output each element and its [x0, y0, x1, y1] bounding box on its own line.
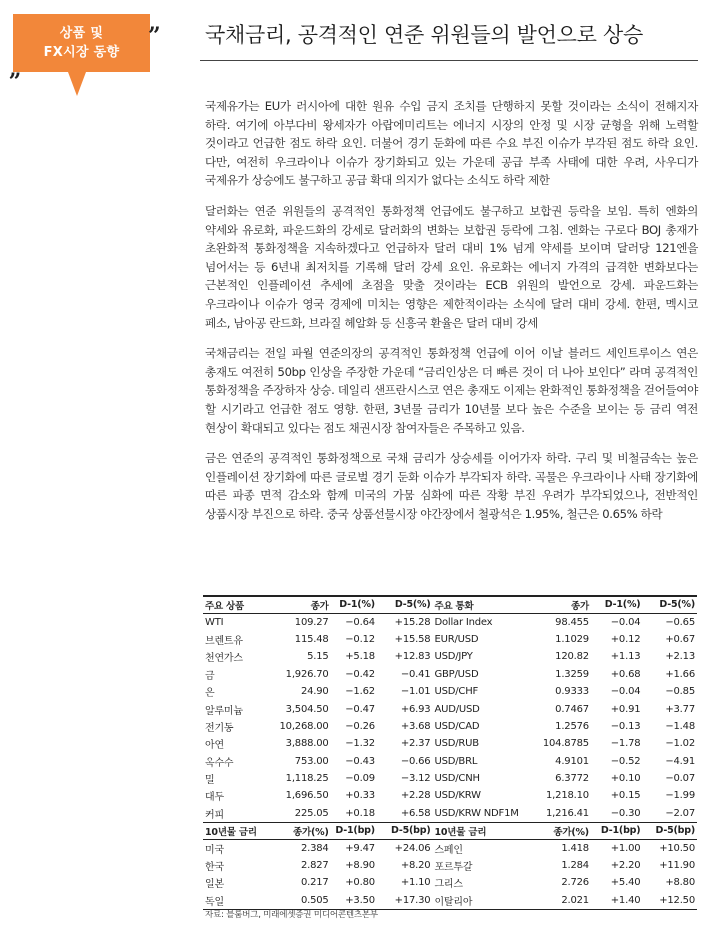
table-cell: +5.18 [345, 651, 375, 663]
table-cell: 0.217 [300, 877, 329, 889]
table-cell: −0.04 [610, 686, 641, 698]
table-cell: +8.80 [665, 877, 695, 889]
table-cell: +10.50 [659, 842, 695, 854]
table-cell: 6.3772 [555, 773, 589, 785]
table-cell: −1.01 [400, 686, 431, 698]
commodity-fx-rows [203, 613, 697, 822]
table-cell: WTI [205, 616, 224, 628]
badge-label [13, 14, 150, 72]
table-cell: USD/KRW [434, 790, 481, 802]
column-header: 주요 통화 [432, 596, 531, 613]
table-cell: 스페인 [434, 844, 463, 856]
table-cell: 104.8785 [542, 738, 589, 750]
table-cell: USD/CHF [434, 686, 479, 698]
table-cell: +1.66 [665, 668, 695, 680]
table-cell: 알루미늄 [205, 705, 243, 717]
table-row [203, 613, 697, 630]
table-cell: −0.65 [665, 616, 695, 628]
table-cell: 109.27 [294, 616, 329, 628]
table-cell: USD/RUB [434, 738, 479, 750]
table-cell: −1.78 [610, 738, 641, 750]
table-cell: USD/CAD [434, 720, 480, 732]
table-cell: +15.58 [394, 633, 431, 645]
table-cell: +3.68 [400, 720, 431, 732]
table-cell: 전기동 [205, 722, 234, 734]
page-title: 국채금리, 공격적인 연준 위원들의 발언으로 상승 [205, 23, 643, 47]
table-cell: +2.13 [665, 651, 695, 663]
table-cell: USD/BRL [434, 755, 478, 767]
table-cell: AUD/USD [434, 703, 480, 715]
table-cell: USD/CNH [434, 773, 480, 785]
table-cell: 천연가스 [205, 653, 243, 665]
table-cell: 1.2576 [555, 720, 589, 732]
table-cell: 120.82 [555, 651, 589, 663]
table-row [203, 648, 697, 665]
column-header: 종가(%) [531, 822, 591, 839]
table-cell: +1.00 [610, 842, 641, 854]
column-header: 종가 [531, 596, 591, 613]
table-cell: +11.90 [659, 860, 695, 872]
table-row [203, 666, 697, 683]
table-cell: −0.26 [345, 720, 375, 732]
table-cell: 은 [205, 688, 215, 700]
table-cell: USD/JPY [434, 651, 473, 663]
table-cell: −0.47 [345, 703, 375, 715]
table-cell: −4.91 [665, 755, 695, 767]
source-note: 자료: 블룸버그, 미래에셋증권 미디어콘텐츠본부 [205, 910, 378, 920]
table-cell: −0.13 [610, 720, 641, 732]
bond-header-row [203, 822, 697, 839]
table-cell: 옥수수 [205, 757, 234, 769]
quote-open-icon: „ [9, 56, 22, 82]
table-cell: +12.83 [394, 651, 431, 663]
column-header: D-1(%) [591, 596, 642, 613]
table-cell: +0.18 [331, 805, 377, 822]
table-cell: 3,504.50 [285, 703, 329, 715]
table-cell: +1.10 [400, 877, 431, 889]
table-cell: +9.47 [345, 842, 375, 854]
table-cell: +24.06 [394, 842, 431, 854]
table-row [203, 787, 697, 804]
table-cell: +6.58 [377, 805, 433, 822]
table-cell: −1.32 [345, 738, 375, 750]
table-cell: −0.52 [610, 755, 641, 767]
table-cell: −0.43 [345, 755, 375, 767]
table-cell: 1,218.10 [546, 790, 589, 802]
badge-line-2: FX시장 동향 [43, 45, 120, 60]
table-cell: EUR/USD [434, 633, 479, 645]
table-cell: 2.384 [300, 842, 329, 854]
table-cell: −0.66 [400, 755, 431, 767]
table-cell: +3.50 [331, 892, 377, 909]
table-cell: −0.41 [400, 668, 431, 680]
table-cell: 3,888.00 [285, 738, 329, 750]
table-cell: 한국 [205, 862, 224, 874]
paragraph-oil: 국제유가는 EU가 러시아에 대한 원유 수입 금지 조치를 단행하지 못할 것이라는 소식이 전해지자 하락. 여기에 아부다비 왕세자가 아랍에미리트는 에너지 시장의 안정 및 시장 균형을 위해 노력할 것이라고 언급한 점도 하락 요인. 더불어 경기 둔화에 따른 수요 부진 이슈가 부각된 점도 하락 요인. 다만, 여전히 우크라이나 이슈가 장기화되고 있는 가운데 공급 부족 사태에 대한 우려, 사우디가 국제유가 상승에도 불구하고 공급 확대 의지가 없다는 소식도 하락 제한 [205, 99, 698, 188]
table-cell: 0.7467 [555, 703, 589, 715]
table-cell: 2.021 [531, 892, 591, 909]
table-cell: −0.09 [345, 773, 375, 785]
table-cell: 금 [205, 670, 215, 682]
table-cell: −0.85 [665, 686, 695, 698]
table-cell: 1.418 [561, 842, 589, 854]
table-cell: Dollar Index [434, 616, 493, 628]
table-cell: +3.77 [665, 703, 695, 715]
table-row [203, 839, 697, 856]
title-divider [200, 60, 698, 61]
table-header-row [203, 596, 697, 613]
table-cell: +0.12 [610, 633, 641, 645]
column-header: D-1(bp) [591, 822, 642, 839]
table-cell: +0.33 [345, 790, 375, 802]
table-row [203, 874, 697, 891]
table-cell: 10,268.00 [279, 720, 329, 732]
table-cell: 2.827 [300, 860, 329, 872]
paragraph-treasury: 국채금리는 전일 파월 연준의장의 공격적인 통화정책 언급에 이어 이날 블러드 세인트루이스 연은 총재도 여전히 50bp 인상을 주장한 가운데 “금리인상은 더 빠른 것이 더 나아 보인다” 라며 공격적인 통화정책을 주장하자 상승. 데일리 샌프란시스코 연은 총재도 이제는 완화적인 통화정책을 걷어들여야 할 시기라고 언급한 점도 영향. 한편, 3년물 금리가 10년물 보다 높은 수준을 보이는 등 금리 역전 현상이 확대되고 있다는 점도 채권시장 참여자들은 주목하고 있음. [205, 346, 698, 435]
table-cell: 1.1029 [555, 633, 589, 645]
paragraph-gold: 금은 연준의 공격적인 통화정책으로 국채 금리가 상승세를 이어가자 하락. 구리 및 비철금속는 높은 인플레이션 장기화에 따른 글로벌 경기 둔화 이슈가 부각되자 하락. 곡물은 우크라이나 사태 장기화에 따른 파종 면적 감소와 함께 미국의 가뭄 심화에 따른 작황 부진 우려가 부각되었으나, 전반적인 상품시장 부진으로 하락. 중국 상품선물시장 야간장에서 철광석은 1.95%, 철근은 0.65% 하락 [205, 451, 698, 521]
column-header: D-1(%) [331, 596, 377, 613]
table-row [203, 805, 697, 822]
table-cell: 독일 [203, 892, 267, 909]
table-cell: 이탈리아 [432, 892, 531, 909]
table-cell: 225.05 [267, 805, 331, 822]
column-header: 종가(%) [267, 822, 331, 839]
column-header: D-5(bp) [642, 822, 697, 839]
table-cell: +8.20 [400, 860, 431, 872]
table-cell: 포르투갈 [434, 862, 473, 874]
table-cell: 그리스 [434, 879, 463, 891]
table-cell: +2.20 [610, 860, 641, 872]
table-row [203, 700, 697, 717]
table-cell: +0.15 [610, 790, 641, 802]
table-cell: +1.13 [610, 651, 641, 663]
table-cell: 753.00 [294, 755, 329, 767]
table-row [203, 770, 697, 787]
table-cell: +1.40 [591, 892, 642, 909]
table-cell: +0.10 [610, 773, 641, 785]
table-cell: +6.93 [400, 703, 431, 715]
table-row [203, 631, 697, 648]
table-cell: −1.62 [345, 686, 375, 698]
quote-close-icon: ” [148, 23, 161, 49]
table-cell: 대두 [205, 792, 224, 804]
table-row [203, 718, 697, 735]
table-cell: +8.90 [345, 860, 375, 872]
table-cell: −0.42 [345, 668, 375, 680]
table-cell: −0.12 [345, 633, 375, 645]
table-cell: −0.04 [610, 616, 641, 628]
table-cell: 115.48 [294, 633, 329, 645]
table-cell: 1,926.70 [285, 668, 329, 680]
table-cell: USD/KRW NDF1M [432, 805, 531, 822]
column-header: 종가 [267, 596, 331, 613]
table-cell: +0.80 [345, 877, 375, 889]
badge-tail [68, 72, 86, 96]
table-cell: 98.455 [555, 616, 589, 628]
table-row [203, 892, 697, 909]
column-header: 10년물 금리 [203, 822, 267, 839]
table-cell: −0.30 [591, 805, 642, 822]
table-cell: −2.07 [642, 805, 697, 822]
table-row [203, 735, 697, 752]
column-header: D-5(%) [642, 596, 697, 613]
table-cell: +2.37 [400, 738, 431, 750]
column-header: 주요 상품 [203, 596, 267, 613]
body-text [205, 97, 698, 535]
table-cell: +15.28 [394, 616, 431, 628]
column-header: 10년물 금리 [432, 822, 531, 839]
table-cell: +0.67 [665, 633, 695, 645]
table-cell: 1.3259 [555, 668, 589, 680]
table-cell: 1,118.25 [285, 773, 329, 785]
table-row [203, 857, 697, 874]
table-cell: 2.726 [561, 877, 589, 889]
table-cell: 1,696.50 [285, 790, 329, 802]
table-row [203, 753, 697, 770]
market-table [203, 595, 697, 910]
table-row [203, 683, 697, 700]
table-cell: −3.12 [400, 773, 431, 785]
table-cell: 1,216.41 [531, 805, 591, 822]
table-cell: 밀 [205, 775, 215, 787]
table-cell: 0.9333 [555, 686, 589, 698]
table-cell: −1.48 [665, 720, 695, 732]
table-cell: +12.50 [642, 892, 697, 909]
table-cell: +5.40 [610, 877, 641, 889]
column-header: D-1(bp) [331, 822, 377, 839]
paragraph-dollar: 달러화는 연준 위원들의 공격적인 통화정책 언급에도 불구하고 보합권 등락을 보임. 특히 엔화의 약세와 유로화, 파운드화의 강세로 달러화의 변화는 보합권 등락에 그침. 엔화는 구로다 BOJ 총재가 초완화적 통화정책을 지속하겠다고 언급하자 달러 대비 1% 넘게 약세를 보이며 달러당 121엔을 넘어서는 등 6년내 최저치를 기록해 달러 강세 요인. 유로화는 에너지 가격의 급격한 변화보다는 근본적인 인플레이션 추세에 초점을 맞출 것이라는 ECB 위원의 발언으로 강세. 파운드화는 우크라이나 이슈가 영국 경제에 미치는 영향은 제한적이라는 소식에 달러 대비 강세. 한편, 멕시코 페소, 남아공 란드화, 브라질 헤알화 등 신흥국 환율은 달러 대비 강세 [205, 203, 698, 330]
column-header: D-5(bp) [377, 822, 433, 839]
table-cell: 0.505 [267, 892, 331, 909]
bond-rows [203, 839, 697, 909]
table-cell: 커피 [203, 805, 267, 822]
table-cell: 일본 [205, 879, 224, 891]
table-cell: +0.91 [610, 703, 641, 715]
column-header: D-5(%) [377, 596, 433, 613]
table-cell: 미국 [205, 844, 224, 856]
table-cell: +2.28 [400, 790, 431, 802]
table-cell: 24.90 [300, 686, 329, 698]
table-cell: −0.64 [345, 616, 375, 628]
table-cell: −0.07 [665, 773, 695, 785]
table-cell: −1.99 [665, 790, 695, 802]
table-cell: 4.9101 [555, 755, 589, 767]
badge-line-1: 상품 및 [59, 26, 104, 41]
table-cell: −1.02 [665, 738, 695, 750]
table-cell: 1.284 [561, 860, 589, 872]
table-cell: +17.30 [377, 892, 433, 909]
table-cell: 아연 [205, 740, 224, 752]
table-cell: GBP/USD [434, 668, 479, 680]
table-cell: +0.68 [610, 668, 641, 680]
table-cell: 5.15 [307, 651, 329, 663]
table-cell: 브렌트유 [205, 635, 243, 647]
